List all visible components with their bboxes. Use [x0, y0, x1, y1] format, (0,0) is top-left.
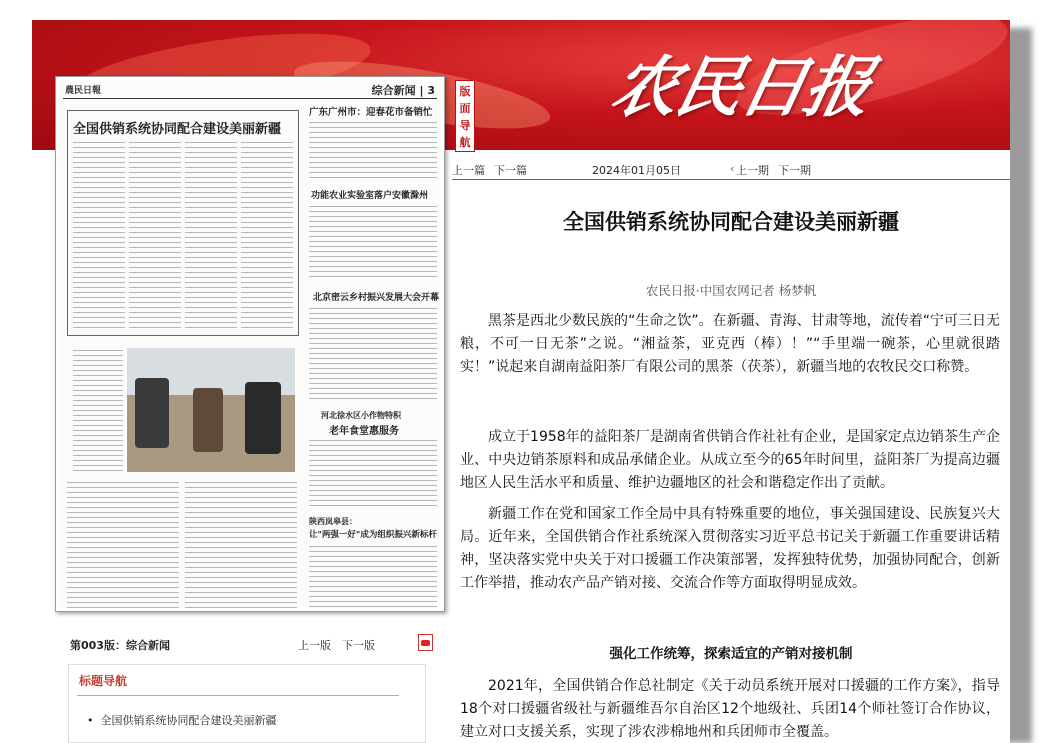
prev-issue-icon: ‹	[730, 162, 735, 175]
thumb-section: 综合新闻 | 3	[371, 84, 435, 97]
bullet-icon: •	[87, 714, 101, 727]
thumb-headline-main: 全国供销系统协同配合建设美丽新疆	[73, 122, 282, 137]
thumb-kicker-hebei: 河北徐水区小作物特积	[321, 410, 401, 420]
thumb-text-block	[309, 204, 437, 278]
article-title: 全国供销系统协同配合建设美丽新疆	[563, 210, 899, 234]
thumb-text-block	[309, 438, 437, 508]
title-nav-heading: 标题导航	[79, 674, 128, 688]
issue-date: 2024年01月05日	[592, 164, 681, 177]
thumb-masthead: 農民日報	[65, 86, 102, 96]
page-footer-nav	[70, 632, 440, 662]
section-nav-tag-text: 版面导航	[459, 85, 471, 149]
thumb-text-block	[185, 140, 237, 330]
thumb-photo-person	[245, 382, 281, 454]
title-nav-divider	[77, 695, 399, 696]
thumb-headline-agri: 功能农业实验室落户安徽滁州	[311, 191, 429, 201]
article-subheading: 强化工作统筹，探索适宜的产销对接机制	[609, 646, 853, 662]
thumb-rule	[63, 98, 437, 99]
prev-article-link[interactable]: 上一篇	[452, 164, 485, 177]
prev-page-link[interactable]: 上一版	[298, 639, 331, 652]
article-byline: 农民日报·中国农网记者 杨梦帆	[645, 283, 817, 298]
page-label: 第003版：综合新闻	[70, 639, 170, 652]
thumb-text-block	[309, 544, 437, 608]
thumb-photo-person	[193, 388, 223, 452]
newspaper-logo: 农民日报	[604, 48, 878, 126]
title-nav-box	[68, 664, 426, 743]
article-nav-bar	[452, 160, 1010, 180]
thumb-text-block	[309, 306, 437, 402]
prev-issue-link[interactable]: 上一期	[736, 164, 769, 177]
thumb-text-block	[73, 348, 123, 472]
article-paragraph: 新疆工作在党和国家工作全局中具有特殊重要的地位，事关强国建设、民族复兴大局。近年来，全国供销合作社系统深入贯彻落实习近平总书记关于新疆工作重要讲话精神，坚决落实党中央关于对口援疆工作决策部署，发挥独特优势，加强协同配合，创新工作举措，推动农产品产销对接、交流合作等方面取得明显成效。	[460, 506, 1000, 591]
article-paragraph: 黑茶是西北少数民族的“生命之饮”。在新疆、青海、甘肃等地，流传着“宁可三日无粮，不可一日无茶”之说。“湘益茶，亚克西（棒）！”“手里端一碗茶，心里就很踏实！”说起来自湖南益阳茶厂有限公司的黑茶（茯茶），新疆当地的农牧民交口称赞。	[460, 313, 1000, 375]
title-nav-item-label: 全国供销系统协同配合建设美丽新疆	[100, 714, 277, 727]
thumb-text-block	[129, 140, 181, 330]
thumb-photo-person	[135, 378, 169, 448]
thumb-text-block	[185, 480, 297, 608]
title-nav-item[interactable]	[87, 712, 276, 728]
next-issue-link[interactable]: 下一期	[778, 164, 811, 177]
thumb-text-block	[309, 120, 437, 180]
thumb-headline-shaanxi: 让"两强一好"成为组织振兴新标杆	[309, 530, 437, 540]
newspaper-frame	[32, 20, 1010, 743]
page-thumbnail-image	[59, 80, 441, 608]
pdf-icon[interactable]	[418, 634, 433, 651]
thumb-kicker-shaanxi: 陕西岚皋县：	[309, 516, 357, 526]
page-thumbnail[interactable]	[55, 76, 445, 612]
thumb-headline-hebei: 老年食堂惠服务	[329, 426, 399, 437]
thumb-text-block	[67, 480, 179, 608]
thumb-headline-beijing: 北京密云乡村振兴发展大会开幕	[313, 293, 440, 303]
thumb-headline-guangzhou: 广东广州市：迎春花市备销忙	[309, 107, 433, 118]
next-article-link[interactable]: 下一篇	[494, 164, 527, 177]
thumb-text-block	[241, 140, 293, 330]
article-paragraph: 成立于1958年的益阳茶厂是湖南省供销合作社社有企业，是国家定点边销茶生产企业、中央边销茶原料和成品承储企业。从成立至今的65年时间里，益阳茶厂为提高边疆地区人民生活水平和质量、维护边疆地区的社会和谐稳定作出了贡献。	[460, 429, 1000, 491]
thumb-text-block	[73, 140, 125, 330]
section-nav-tag[interactable]	[455, 80, 475, 152]
article-paragraph: 2021年，全国供销合作总社制定《关于动员系统开展对口援疆的工作方案》，指导18个对口援疆省级社与新疆维吾尔自治区12个地级社、兵团14个师社签订合作协议，建立对口支援关系，实现了涉农涉棉地州和兵团师市全覆盖。	[460, 678, 1000, 740]
next-page-link[interactable]: 下一版	[342, 639, 375, 652]
thumb-photo	[127, 348, 295, 472]
article	[452, 180, 1010, 743]
